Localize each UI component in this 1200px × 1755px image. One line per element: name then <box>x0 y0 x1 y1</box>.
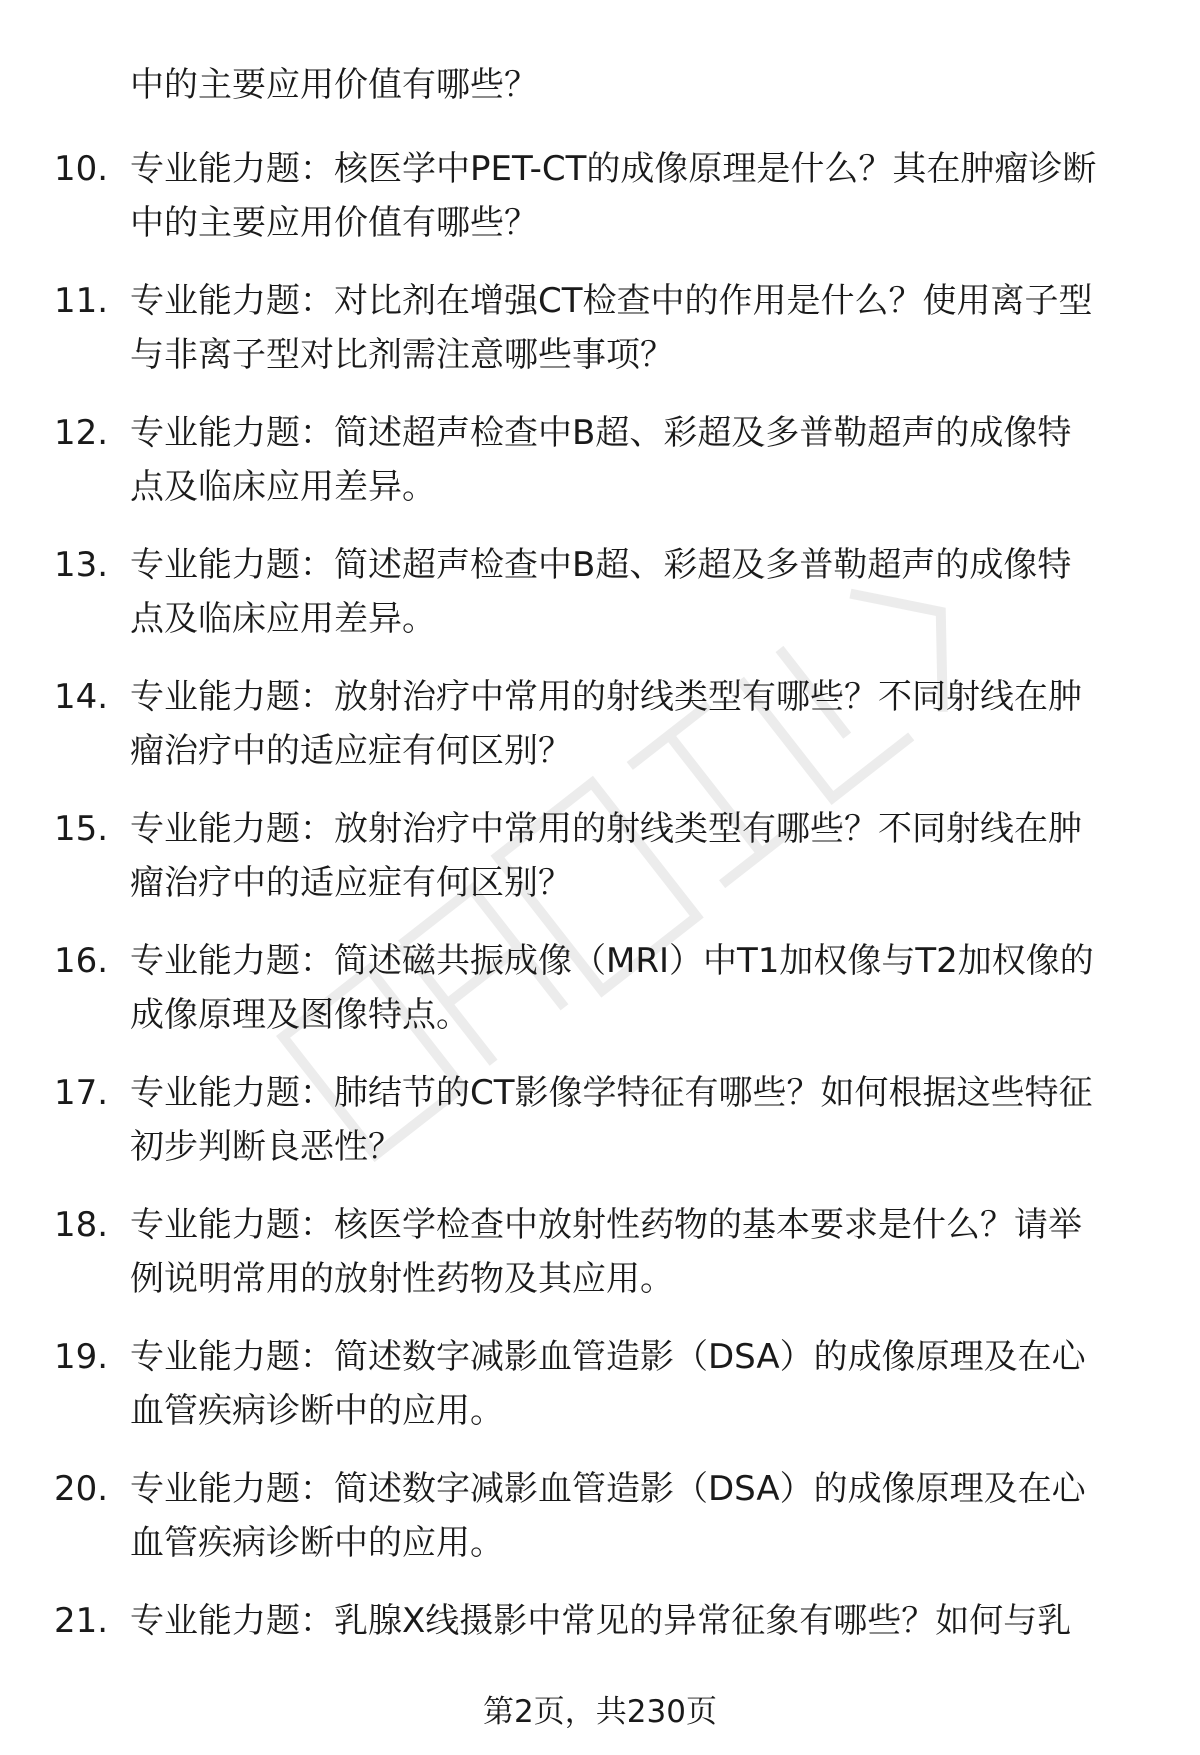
question-item <box>0 1330 1200 1462</box>
continuation-text: 中的主要应用价值有哪些？ <box>130 65 538 105</box>
question-text-line-2: 与非离子型对比剂需注意哪些事项？ <box>130 335 674 375</box>
question-number: 13. <box>54 545 109 585</box>
question-item <box>0 406 1200 538</box>
question-text-line-1: 专业能力题：肺结节的CT影像学特征有哪些？如何根据这些特征 <box>130 1073 1093 1113</box>
question-text-line-1: 专业能力题：放射治疗中常用的射线类型有哪些？不同射线在肿 <box>130 809 1082 849</box>
question-text-line-2: 成像原理及图像特点。 <box>130 995 470 1035</box>
question-number: 12. <box>54 413 109 453</box>
question-text-line-1: 专业能力题：简述磁共振成像（MRI）中T1加权像与T2加权像的 <box>130 941 1094 981</box>
question-text-line-1: 专业能力题：简述数字减影血管造影（DSA）的成像原理及在心 <box>130 1469 1086 1509</box>
question-item <box>0 538 1200 670</box>
question-text-line-1: 专业能力题：简述超声检查中B超、彩超及多普勒超声的成像特 <box>130 413 1072 453</box>
question-number: 11. <box>54 281 109 321</box>
question-number: 16. <box>54 941 109 981</box>
question-text-line-2: 点及临床应用差异。 <box>130 599 436 639</box>
question-number: 18. <box>54 1205 109 1245</box>
question-text-line-1: 专业能力题：简述超声检查中B超、彩超及多普勒超声的成像特 <box>130 545 1072 585</box>
question-item <box>0 142 1200 274</box>
question-number: 15. <box>54 809 109 849</box>
question-text-line-2: 瘤治疗中的适应症有何区别？ <box>130 863 572 903</box>
question-item <box>0 934 1200 1066</box>
question-item <box>0 1066 1200 1198</box>
page-footer: 第2页，共230页 <box>483 1694 717 1730</box>
question-text-line-1: 专业能力题：核医学中PET-CT的成像原理是什么？其在肿瘤诊断 <box>130 149 1097 189</box>
question-number: 17. <box>54 1073 109 1113</box>
question-text-line-2: 瘤治疗中的适应症有何区别？ <box>130 731 572 771</box>
question-text-line-1: 专业能力题：乳腺X线摄影中常见的异常征象有哪些？如何与乳 <box>130 1601 1072 1641</box>
question-text-line-1: 专业能力题：核医学检查中放射性药物的基本要求是什么？请举 <box>130 1205 1082 1245</box>
question-text-line-2: 血管疾病诊断中的应用。 <box>130 1391 504 1431</box>
question-item <box>0 1462 1200 1594</box>
question-item <box>0 274 1200 406</box>
question-text-line-1: 专业能力题：对比剂在增强CT检查中的作用是什么？使用离子型 <box>130 281 1093 321</box>
question-text-line-2: 中的主要应用价值有哪些？ <box>130 203 538 243</box>
question-text-line-2: 例说明常用的放射性药物及其应用。 <box>130 1259 674 1299</box>
question-item <box>0 1198 1200 1330</box>
question-number: 20. <box>54 1469 109 1509</box>
question-text-line-2: 初步判断良恶性？ <box>130 1127 402 1167</box>
question-number: 10. <box>54 149 109 189</box>
question-text-line-1: 专业能力题：简述数字减影血管造影（DSA）的成像原理及在心 <box>130 1337 1086 1377</box>
question-text-line-2: 血管疾病诊断中的应用。 <box>130 1523 504 1563</box>
question-number: 19. <box>54 1337 109 1377</box>
question-text-line-2: 点及临床应用差异。 <box>130 467 436 507</box>
question-number: 14. <box>54 677 109 717</box>
question-list <box>0 142 1200 1726</box>
question-number: 21. <box>54 1601 109 1641</box>
question-item <box>0 670 1200 802</box>
question-text-line-1: 专业能力题：放射治疗中常用的射线类型有哪些？不同射线在肿 <box>130 677 1082 717</box>
question-item <box>0 802 1200 934</box>
